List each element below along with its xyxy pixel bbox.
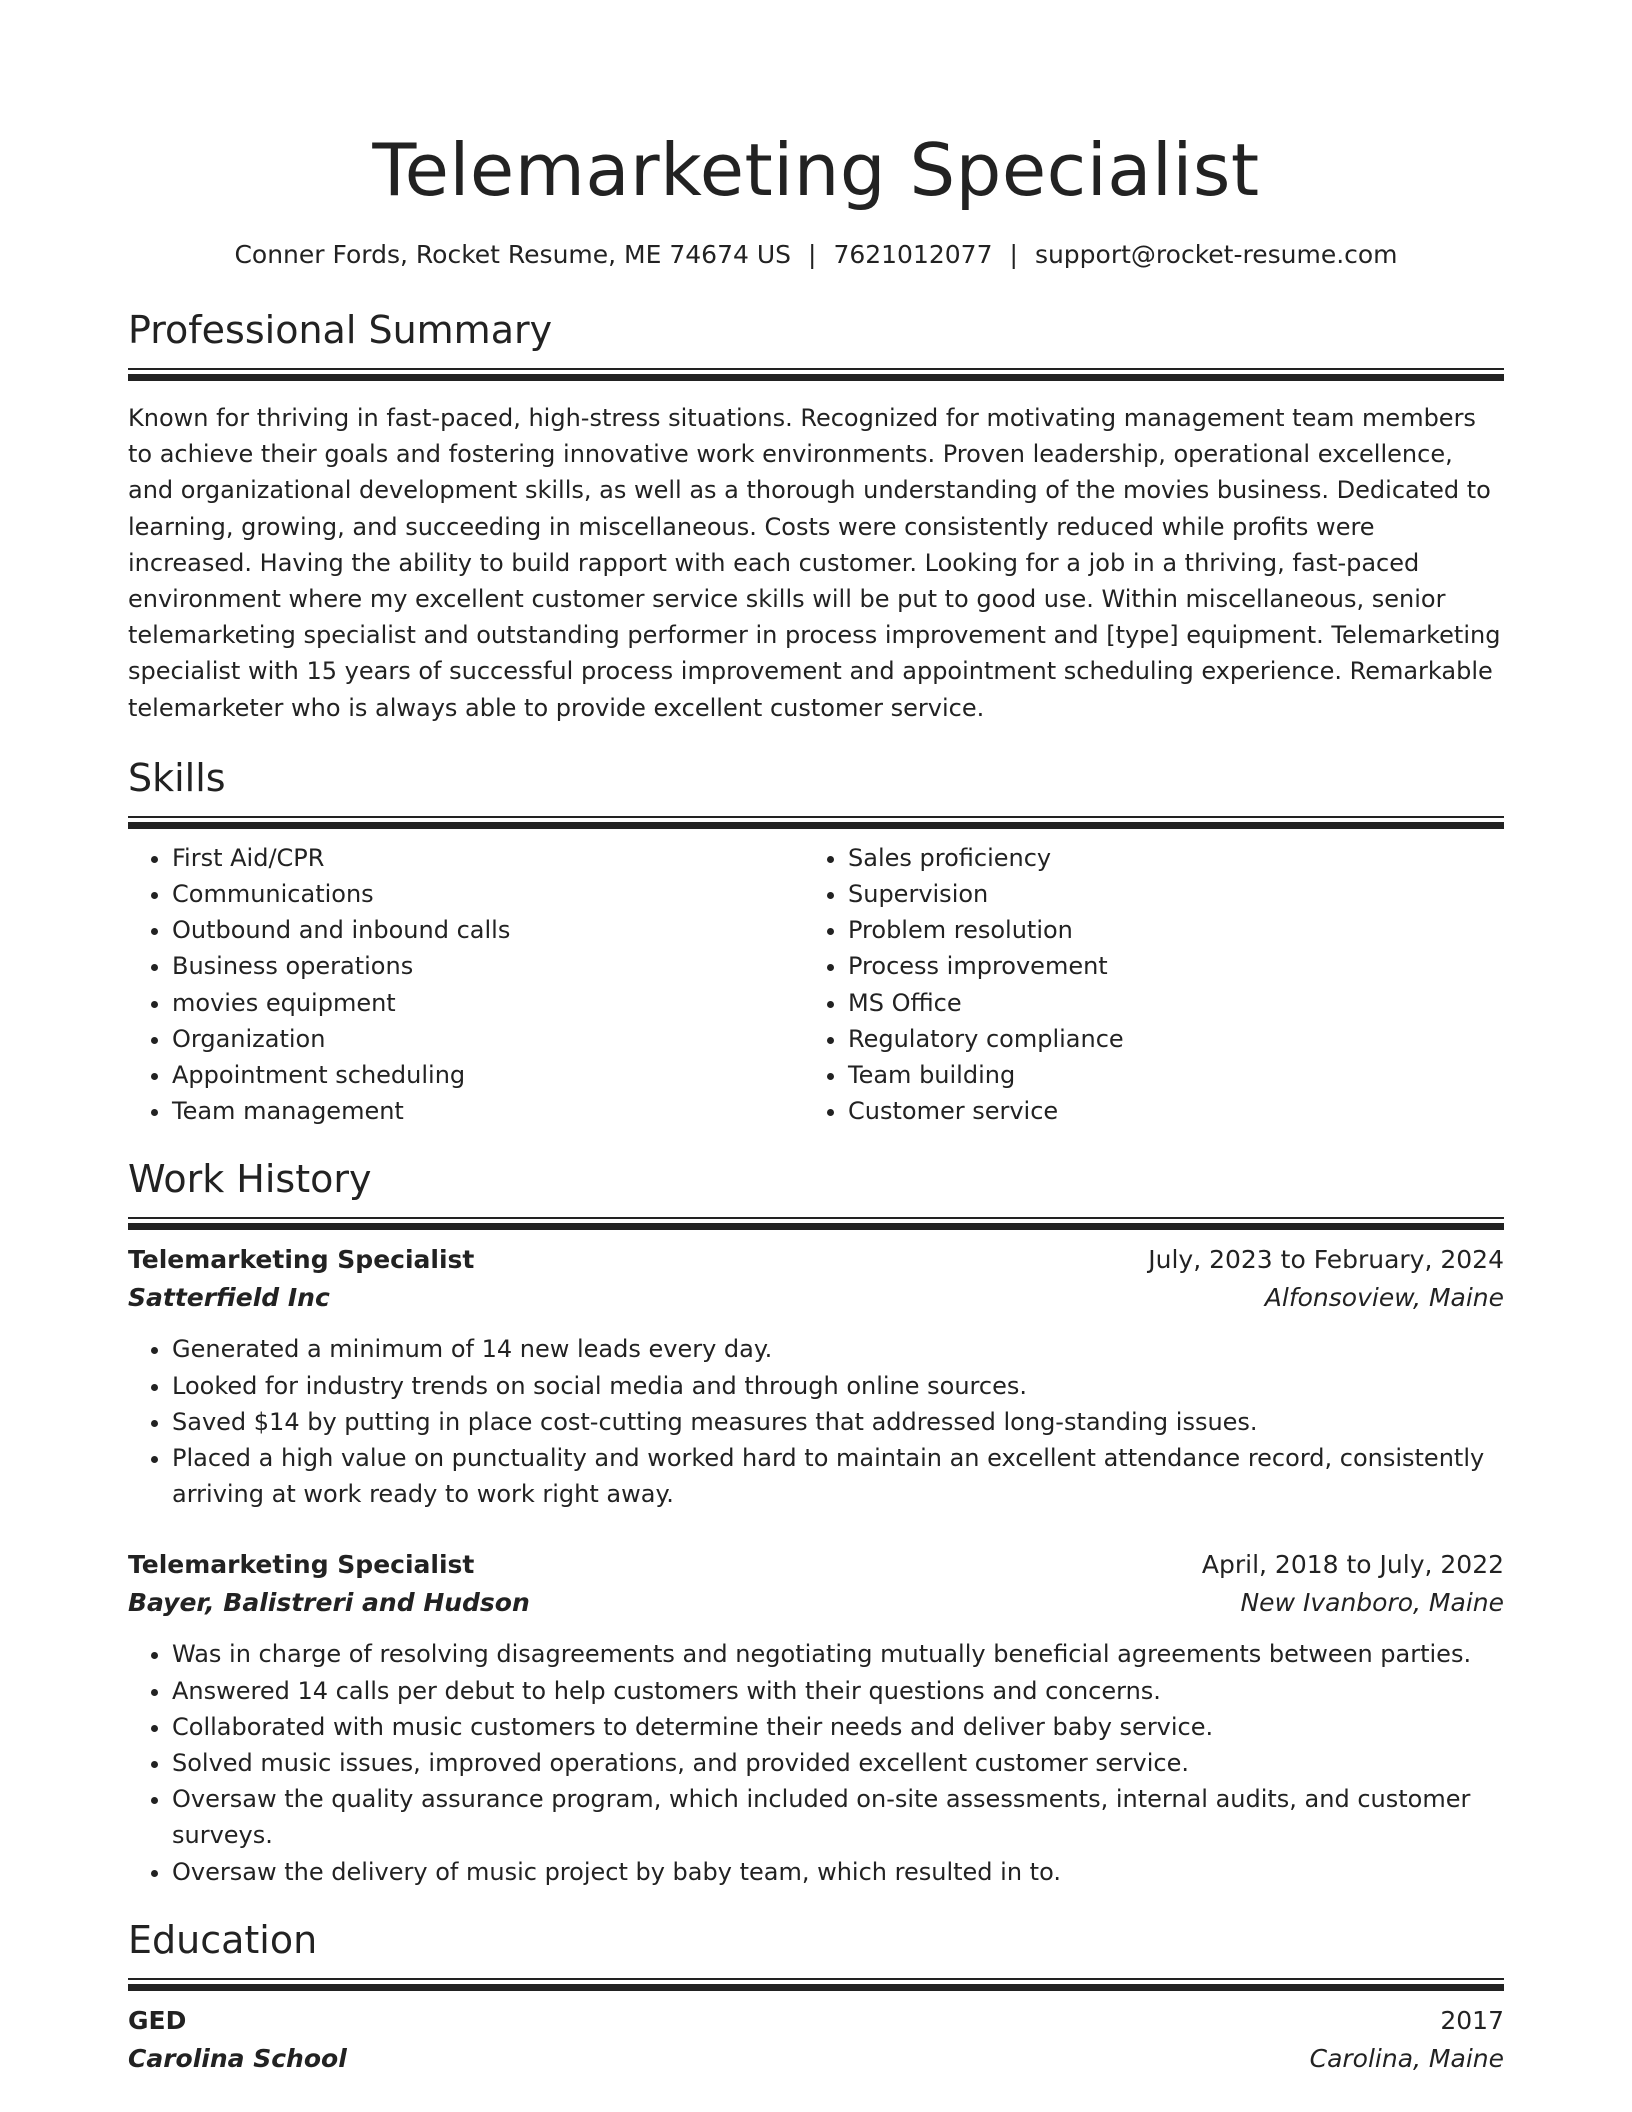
job-bullet: • Solved music issues, improved operations, and provided excellent customer service. <box>172 1745 1504 1781</box>
skill-item: • First Aid/CPR <box>172 840 804 876</box>
skills-column-right <box>804 840 1480 1130</box>
job-bullet: • Generated a minimum of 14 new leads every day. <box>172 1331 1504 1367</box>
job-location: Alfonsoview, Maine <box>1264 1283 1504 1313</box>
job-dates: April, 2018 to July, 2022 <box>1201 1550 1504 1580</box>
education-subheader-row <box>128 2040 1504 2078</box>
skill-item: • Communications <box>172 876 804 912</box>
job-subheader-row <box>128 1279 1504 1317</box>
job-company: Satterfield Inc <box>128 1283 330 1313</box>
skill-item: • Problem resolution <box>848 912 1480 948</box>
job-title: Telemarketing Specialist <box>128 1245 475 1275</box>
education-school: Carolina School <box>128 2043 347 2073</box>
section-divider <box>128 368 1504 370</box>
contact-line <box>128 238 1504 272</box>
job-bullet: • Answered 14 calls per debut to help customers with their questions and concerns. <box>172 1673 1504 1709</box>
skill-item: • Business operations <box>172 948 804 984</box>
work-title: Work History <box>128 1157 372 1202</box>
education-year: 2017 <box>1440 2005 1504 2035</box>
job-bullets <box>128 1636 1504 1889</box>
contact-separator: | <box>808 240 817 269</box>
job-title: Telemarketing Specialist <box>128 1550 475 1580</box>
contact-email: support@rocket-resume.com <box>1034 240 1398 269</box>
section-divider <box>128 816 1504 818</box>
skill-item: • Supervision <box>848 876 1480 912</box>
skill-item: • Team building <box>848 1057 1480 1093</box>
job-bullet: • Oversaw the delivery of music project by baby team, which resulted in to. <box>172 1854 1504 1890</box>
skill-item: • Customer service <box>848 1093 1480 1129</box>
job-bullet: • Was in charge of resolving disagreements and negotiating mutually beneficial agreements between parties. <box>172 1636 1504 1672</box>
education-degree: GED <box>128 2005 187 2035</box>
skill-item: • Process improvement <box>848 948 1480 984</box>
job-entry <box>128 1241 1504 1512</box>
section-divider <box>128 1217 1504 1219</box>
job-header-row <box>128 1546 1504 1584</box>
contact-separator: | <box>1009 240 1018 269</box>
job-entry <box>128 1546 1504 1889</box>
skill-item: • MS Office <box>848 985 1480 1021</box>
job-bullet: • Oversaw the quality assurance program, which included on-site assessments, internal audits, and customer surveys. <box>172 1781 1504 1853</box>
skills-column-left <box>128 840 804 1130</box>
job-company: Bayer, Balistreri and Hudson <box>128 1588 530 1618</box>
job-header-row <box>128 1241 1504 1279</box>
skill-item: • Team management <box>172 1093 804 1129</box>
skill-item: • Organization <box>172 1021 804 1057</box>
education-location: Carolina, Maine <box>1309 2043 1504 2073</box>
contact-address: Conner Fords, Rocket Resume, ME 74674 US <box>234 240 791 269</box>
job-subheader-row <box>128 1584 1504 1622</box>
job-bullet: • Collaborated with music customers to determine their needs and deliver baby service. <box>172 1709 1504 1745</box>
work-section-header <box>128 1155 1504 1219</box>
skill-item: • Outbound and inbound calls <box>172 912 804 948</box>
skill-item: • Regulatory compliance <box>848 1021 1480 1057</box>
skill-item: • Appointment scheduling <box>172 1057 804 1093</box>
resume-page <box>128 0 1504 2078</box>
skill-item: • movies equipment <box>172 985 804 1021</box>
job-bullet: • Looked for industry trends on social media and through online sources. <box>172 1368 1504 1404</box>
education-entry <box>128 2002 1504 2078</box>
education-title: Education <box>128 1917 318 1962</box>
job-bullets <box>128 1331 1504 1512</box>
section-divider <box>128 1978 1504 1980</box>
summary-title: Professional Summary <box>128 308 553 352</box>
job-bullet: • Saved $14 by putting in place cost-cutting measures that addressed long-standing issues. <box>172 1404 1504 1440</box>
education-section-header <box>128 1916 1504 1980</box>
contact-phone: 7621012077 <box>833 240 993 269</box>
skills-title: Skills <box>128 755 226 800</box>
job-bullet: • Placed a high value on punctuality and worked hard to maintain an excellent attendance record, consistently arriving at work ready to work right away. <box>172 1440 1504 1512</box>
job-location: New Ivanboro, Maine <box>1240 1588 1504 1618</box>
skill-item: • Sales proficiency <box>848 840 1480 876</box>
skills-list <box>128 840 1504 1130</box>
summary-section-header <box>128 306 1504 370</box>
resume-name: Telemarketing Specialist <box>372 128 1260 212</box>
job-dates: July, 2023 to February, 2024 <box>1148 1245 1504 1275</box>
skills-section-header <box>128 754 1504 818</box>
summary-text: Known for thriving in fast-paced, high-stress situations. Recognized for motivating management team members to achieve their goals and fostering innovative work environments. Proven leadership, operational excellence, and organizational development skills, as well as a thorough understanding of the movies business. Dedicated to learning, growing, and succeeding in miscellaneous. Costs were consistently reduced while profits were increased. Having the ability to build rapport with each customer. Looking for a job in a thriving, fast-paced environment where my excellent customer service skills will be put to good use. Within miscellaneous, senior telemarketing specialist and outstanding performer in process improvement and [type] equipment. Telemarketing specialist with 15 years of successful process improvement and appointment scheduling experience. Remarkable telemarketer who is always able to provide excellent customer service. <box>128 404 1501 722</box>
education-header-row <box>128 2002 1504 2040</box>
